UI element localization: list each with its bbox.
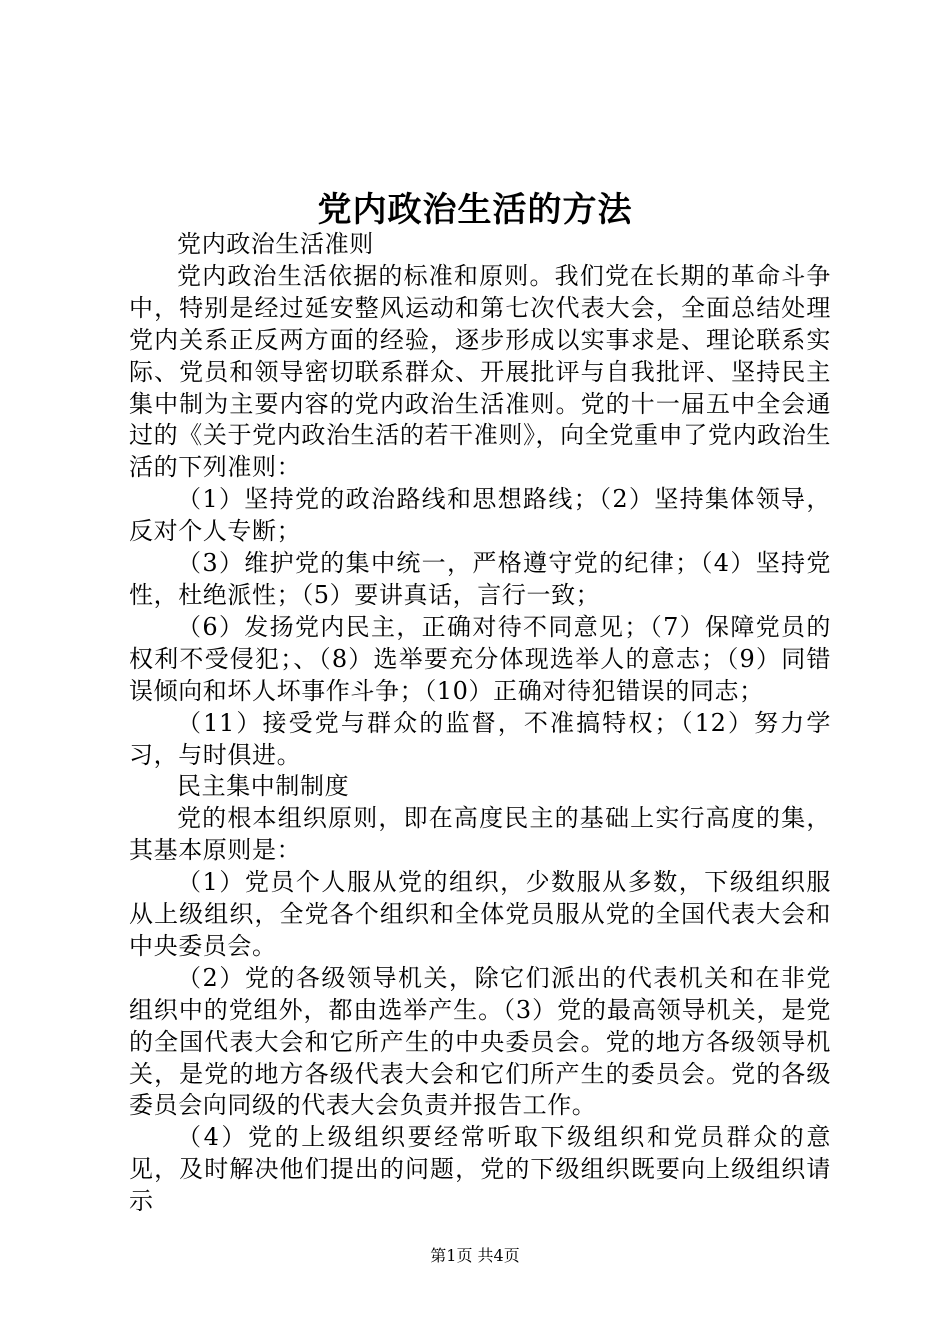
paragraph: （6）发扬党内民主，正确对待不同意见；（7）保障党员的权利不受侵犯；、（8）选举要充分体现选举人的意志；（9）同错误倾向和坏人坏事作斗争；（10）正确对待犯错误的同志； bbox=[129, 612, 831, 705]
paragraph: 党内政治生活依据的标准和原则。我们党在长期的革命斗争中，特别是经过延安整风运动和第七次代表大会，全面总结处理党内关系正反两方面的经验，逐步形成以实事求是、理论联系实际、党员和领导密切联系群众、开展批评与自我批评、坚持民主集中制为主要内容的党内政治生活准则。党的十一届五中全会通过的《关于党内政治生活的若干准则》，向全党重申了党内政治生活的下列准则： bbox=[129, 261, 831, 482]
document-title: 党内政治生活的方法 bbox=[317, 190, 633, 230]
paragraph: （1）坚持党的政治路线和思想路线；（2）坚持集体领导，反对个人专断； bbox=[129, 485, 831, 546]
page-footer: 第1页 共4页 bbox=[430, 1246, 520, 1265]
section-heading: 党内政治生活准则 bbox=[177, 230, 374, 258]
paragraph: （2）党的各级领导机关，除它们派出的代表机关和在非党组织中的党组外，都由选举产生。（3）党的最高领导机关，是党的全国代表大会和它所产生的中央委员会。党的地方各级领导机关，是党的地方各级代表大会和它们所产生的委员会。党的各级委员会向同级的代表大会负责并报告工作。 bbox=[129, 963, 831, 1120]
section-heading: 民主集中制制度 bbox=[177, 772, 350, 801]
paragraph: 党的根本组织原则，即在高度民主的基础上实行高度的集，其基本原则是： bbox=[129, 804, 831, 865]
paragraph: （1）党员个人服从党的组织，少数服从多数，下级组织服从上级组织，全党各个组织和全体党员服从党的全国代表大会和中央委员会。 bbox=[129, 868, 831, 960]
paragraph: （3）维护党的集中统一，严格遵守党的纪律；（4）坚持党性，杜绝派性；（5）要讲真话，言行一致； bbox=[129, 549, 831, 609]
paragraph: （4）党的上级组织要经常听取下级组织和党员群众的意见，及时解决他们提出的问题，党的下级组织既要向上级组织请示 bbox=[129, 1123, 831, 1216]
document-body bbox=[129, 229, 831, 1218]
paragraph: （11）接受党与群众的监督，不准搞特权；（12）努力学习，与时俱进。 bbox=[129, 708, 831, 769]
